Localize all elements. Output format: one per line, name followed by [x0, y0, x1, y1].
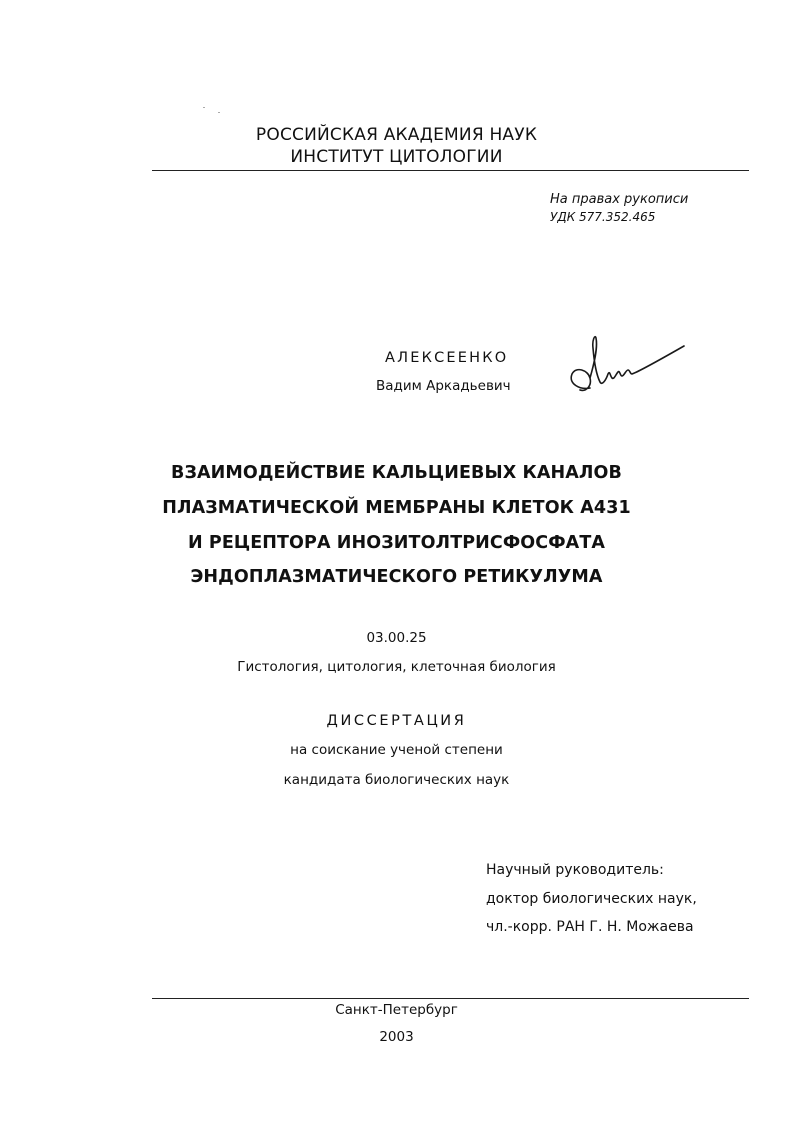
supervisor-label: Научный руководитель: — [486, 862, 664, 878]
city: Санкт-Петербург — [335, 1002, 458, 1018]
institution-academy: РОССИЙСКАЯ АКАДЕМИЯ НАУК — [255, 125, 538, 145]
title-line-4: ЭНДОПЛАЗМАТИЧЕСКОГО РЕТИКУЛУМА — [190, 567, 603, 587]
author-surname: АЛЕКСЕЕНКО — [385, 350, 509, 366]
udc-code: УДК 577.352.465 — [550, 210, 656, 224]
manuscript-rights: На правах рукописи — [550, 192, 689, 207]
degree-line-2: кандидата биологических наук — [283, 772, 510, 788]
title-line-2: ПЛАЗМАТИЧЕСКОЙ МЕМБРАНЫ КЛЕТОК А431 — [162, 498, 631, 518]
supervisor-degree: доктор биологических наук, — [486, 891, 697, 907]
institution-institute: ИНСТИТУТ ЦИТОЛОГИИ — [290, 147, 503, 167]
dissertation-label: ДИССЕРТАЦИЯ — [326, 713, 467, 729]
title-line-3: И РЕЦЕПТОРА ИНОЗИТОЛТРИСФОСФАТА — [187, 533, 606, 553]
supervisor-name: чл.-корр. РАН Г. Н. Можаева — [486, 919, 694, 935]
specialty-code: 03.00.25 — [366, 630, 427, 646]
footer-divider — [152, 998, 749, 999]
author-signature — [560, 330, 690, 400]
header-divider — [152, 170, 749, 171]
year: 2003 — [379, 1029, 414, 1045]
title-line-1: ВЗАИМОДЕЙСТВИЕ КАЛЬЦИЕВЫХ КАНАЛОВ — [171, 463, 622, 483]
scan-speck — [218, 112, 220, 113]
specialty-name: Гистология, цитология, клеточная биология — [237, 659, 556, 675]
degree-line-1: на соискание ученой степени — [290, 742, 503, 758]
scan-speck — [203, 107, 205, 108]
author-given-names: Вадим Аркадьевич — [376, 378, 511, 394]
